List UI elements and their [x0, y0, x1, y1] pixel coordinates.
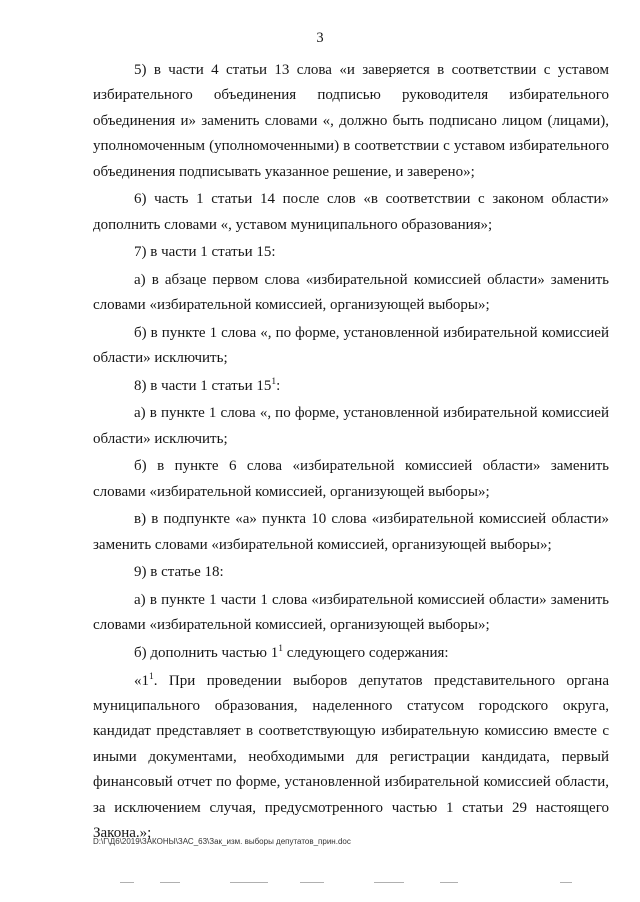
paragraph-item-9: 9) в статье 18:: [134, 564, 224, 581]
paragraph-text: 8) в части 1 статьи 15: [134, 377, 272, 394]
paragraph-item-8c: в) в подпункте «а» пункта 10 слова «избирательной комиссией области» заменить словами «избирательной комиссией, организующей выборы»;: [93, 511, 609, 553]
scan-artifact: [560, 882, 572, 883]
scan-artifact: [440, 882, 458, 883]
paragraph-text: «1: [134, 672, 149, 689]
paragraph-item-7: 7) в части 1 статьи 15:: [134, 244, 276, 261]
paragraph-text: . При проведении выборов депутатов представительного органа муниципального образования, наделенного статусом городского округа, кандидат представляет в соответствующую избирательную комиссию вместе с иными документами, необходимыми для регистрации кандидата, первый финансовый отчет по форме, установленной избирательной комиссией области, за исключением случая, предусмотренного частью 1 статьи 29 настоящего Закона.»;: [93, 672, 609, 842]
paragraph-item-5: 5) в части 4 статьи 13 слова «и заверяется в соответствии с уставом избирательного объединения подписью руководителя избирательного объединения и» заменить словами «, должно быть подписано лицом (лицами), уполномоченным (уполномоченными) в соответствии с уставом избирательного объединения подписывать указанное решение, и заверено»;: [93, 62, 609, 180]
paragraph-quoted-part: [93, 669, 609, 847]
paragraph-item-7a: а) в абзаце первом слова «избирательной комиссией области» заменить словами «избирательной комиссией, организующей выборы»;: [93, 271, 609, 314]
paragraph-item-8a: а) в пункте 1 слова «, по форме, установленной избирательной комиссией области» исключить;: [93, 405, 609, 447]
superscript: 1: [271, 376, 277, 387]
scan-artifact: [374, 882, 404, 883]
paragraph-text: :: [276, 377, 281, 394]
scan-artifact: [230, 882, 268, 883]
paragraph-text: следующего содержания:: [283, 645, 449, 661]
file-path-footer: D:\Г\Д6\2019\ЗАКОНЫ\ЗАС_63\Зак_изм. выборы депутатов_прин.doc: [93, 837, 351, 846]
scan-artifact: [120, 882, 134, 883]
scan-artifact: [300, 882, 324, 883]
superscript: 1: [149, 671, 154, 682]
paragraph-text: б) дополнить частью 1: [134, 645, 279, 661]
scan-artifact: [160, 882, 180, 883]
document-body: [93, 58, 609, 849]
paragraph-item-8: [93, 374, 609, 399]
page-number: 3: [316, 30, 324, 46]
paragraph-item-6: 6) часть 1 статьи 14 после слов «в соответствии с законом области» дополнить словами «, уставом муниципального образования»;: [93, 191, 609, 233]
paragraph-item-9a: а) в пункте 1 части 1 слова «избирательной комиссией области» заменить словами «избирательной комиссией, организующей выборы»;: [93, 592, 609, 634]
superscript: 1: [278, 644, 283, 654]
paragraph-item-8b: б) в пункте 6 слова «избирательной комиссией области» заменить словами «избирательной комиссией, организующей выборы»;: [93, 458, 609, 500]
paragraph-item-7b: б) в пункте 1 слова «, по форме, установленной избирательной комиссией области» исключить;: [93, 324, 609, 367]
paragraph-item-9b: [93, 641, 609, 666]
